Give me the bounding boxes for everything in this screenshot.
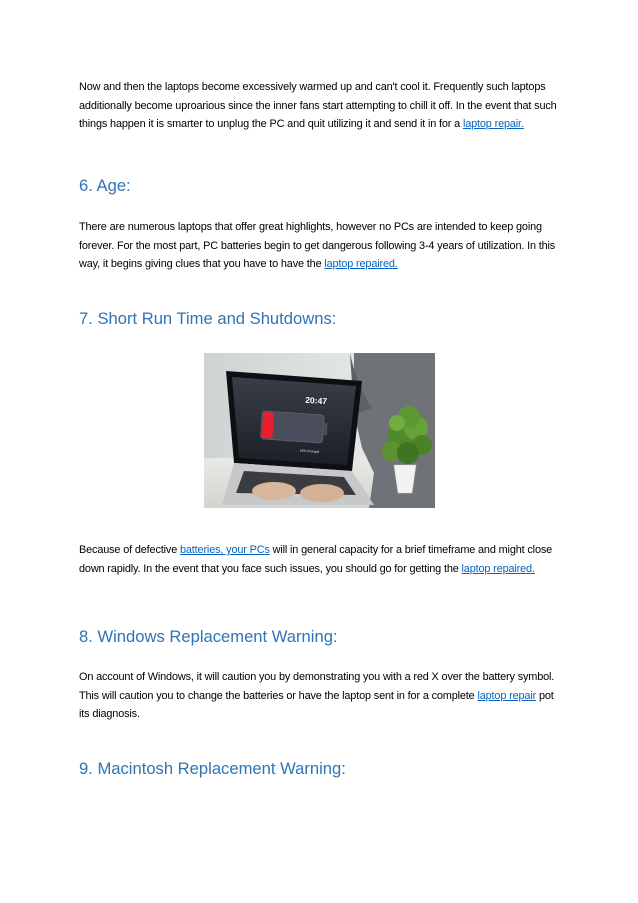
short-run-paragraph: [79, 541, 559, 578]
age-text: There are numerous laptops that offer great highlights, however no PCs are intended to keep going forever. For the most part, PC batteries begin to get dangerous following 3-4 years of utilization. In this way, it begins giving clues that you have to have the: [79, 221, 556, 271]
windows-paragraph: [79, 668, 559, 724]
heading-short-run-time: 7. Short Run Time and Shutdowns:: [79, 309, 337, 328]
intro-text: Now and then the laptops become excessively warmed up and can't cool it. Frequently such laptops additionally become uproarious since the inner fans start attempting to chill it off. In the event that such things happen it is smarter to unplug the PC and quit utilizing it and send it in for a: [79, 81, 557, 131]
batteries-link[interactable]: batteries, your PCs: [179, 544, 270, 556]
intro-paragraph: [79, 78, 559, 134]
battery-caption: 18% Charged: [299, 448, 320, 454]
battery-icon: [260, 411, 328, 444]
laptop-repair-link[interactable]: laptop repair.: [462, 118, 524, 131]
battery-level-fill: [262, 412, 275, 439]
screen-time: 20:47: [304, 394, 328, 407]
short-run-text-middle: will in general capacity for a brief timeframe and might close down rapidly. In the event that you face such issues, you should go for getting the: [79, 544, 553, 575]
laptop-repair-link-2[interactable]: laptop repair: [477, 689, 537, 702]
heading-windows-warning: 8. Windows Replacement Warning:: [79, 627, 338, 646]
windows-text: On account of Windows, it will caution you by demonstrating you with a red X over the battery symbol. This will caution you to change the batteries or have the laptop sent in for a complete: [79, 671, 555, 702]
laptop-repaired-link[interactable]: laptop repaired.: [324, 258, 398, 271]
windows-text-end: pot its diagnosis.: [79, 689, 554, 721]
laptop-repaired-link-2[interactable]: laptop repaired.: [461, 562, 535, 575]
age-paragraph: [79, 218, 559, 274]
heading-macintosh-warning: 9. Macintosh Replacement Warning:: [79, 759, 346, 778]
laptop-battery-photo: [204, 353, 435, 508]
heading-age: 6. Age:: [79, 176, 131, 195]
short-run-text: Because of defective: [79, 544, 180, 556]
